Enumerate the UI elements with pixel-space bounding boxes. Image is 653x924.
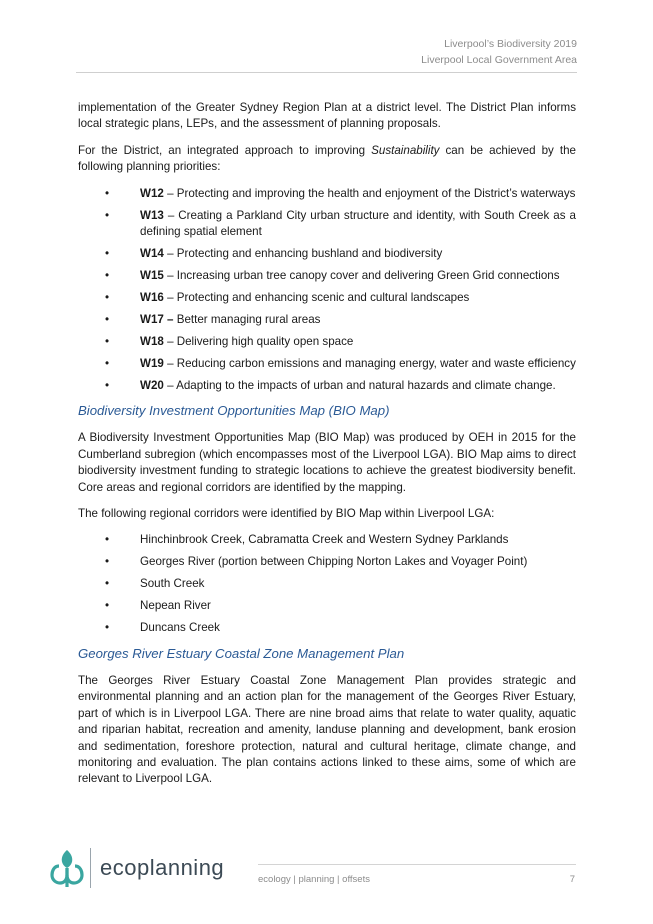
paragraph-bio-map: A Biodiversity Investment Opportunities Map (BIO Map) was produced by OEH in 2015 for the Cumberland subregion (which encompasses most of the Liverpool LGA). BIO Map aims to direct biodiversity investment funding to strategic locations to achieve the greatest biodiversity benefit. Core areas and regional corridors are identified by the mapping. <box>78 431 576 494</box>
company-logo <box>50 848 224 888</box>
list-item: • South Creek <box>105 577 205 591</box>
header-title: Liverpool’s Biodiversity 2019 <box>444 38 577 50</box>
section-heading-georges-river: Georges River Estuary Coastal Zone Management Plan <box>78 645 405 661</box>
list-item: • W14 – Protecting and enhancing bushland and biodiversity <box>105 247 443 261</box>
list-item: • Duncans Creek <box>105 621 220 635</box>
page-body <box>78 100 576 798</box>
list-item: • Nepean River <box>105 599 211 613</box>
list-item: • W18 – Delivering high quality open space <box>105 335 354 349</box>
ecoplanning-leaf-icon <box>50 848 84 888</box>
footer-divider <box>258 864 576 865</box>
list-item: • Hinchinbrook Creek, Cabramatta Creek and Western Sydney Parklands <box>105 533 509 547</box>
logo-wordmark: ecoplanning <box>100 855 225 880</box>
paragraph-corridors-intro: The following regional corridors were identified by BIO Map within Liverpool LGA: <box>78 507 495 521</box>
running-header <box>421 36 577 68</box>
header-subtitle: Liverpool Local Government Area <box>421 54 577 66</box>
logo-divider <box>90 848 91 888</box>
list-item: • Georges River (portion between Chipping Norton Lakes and Voyager Point) <box>105 555 528 569</box>
paragraph-sustainability: For the District, an integrated approach to improving Sustainability can be achieved by the following planning priorities: <box>78 143 576 174</box>
planning-priorities-list <box>78 186 576 395</box>
list-item: • W20 – Adapting to the impacts of urban and natural hazards and climate change. <box>105 379 556 393</box>
list-item: • W19 – Reducing carbon emissions and managing energy, water and waste efficiency <box>105 357 576 371</box>
regional-corridors-list <box>78 532 576 636</box>
section-heading-bio-map: Biodiversity Investment Opportunities Map (BIO Map) <box>78 403 390 419</box>
page-number: 7 <box>569 874 575 885</box>
list-item: • W15 – Increasing urban tree canopy cover and delivering Green Grid connections <box>105 269 560 283</box>
list-item: • W12 – Protecting and improving the health and enjoyment of the District’s waterways <box>105 186 576 200</box>
footer-tagline: ecology | planning | offsets <box>258 874 370 885</box>
list-item: • W17 – Better managing rural areas <box>105 313 321 327</box>
list-item: • W16 – Protecting and enhancing scenic and cultural landscapes <box>105 291 470 305</box>
paragraph-georges-river: The Georges River Estuary Coastal Zone Management Plan provides strategic and environmental planning and an action plan for the management of the Georges River Estuary, part of which is in Liverpool LGA. There are nine broad aims that relate to water quality, aquatic and riparian habitat, recreation and amenity, landuse planning and development, bank erosion and sedimentation, foreshore protection, natural and cultural heritage, climate change, and monitoring and evaluation. The plan contains actions linked to these aims, some of which are relevant to Liverpool LGA. <box>78 673 576 786</box>
paragraph-district-plan: implementation of the Greater Sydney Region Plan at a district level. The District Plan informs local strategic plans, LEPs, and the assessment of planning proposals. <box>78 101 576 131</box>
list-item: • W13 – Creating a Parkland City urban structure and identity, with South Creek as a defining spatial element <box>105 208 576 239</box>
header-divider <box>76 72 577 73</box>
